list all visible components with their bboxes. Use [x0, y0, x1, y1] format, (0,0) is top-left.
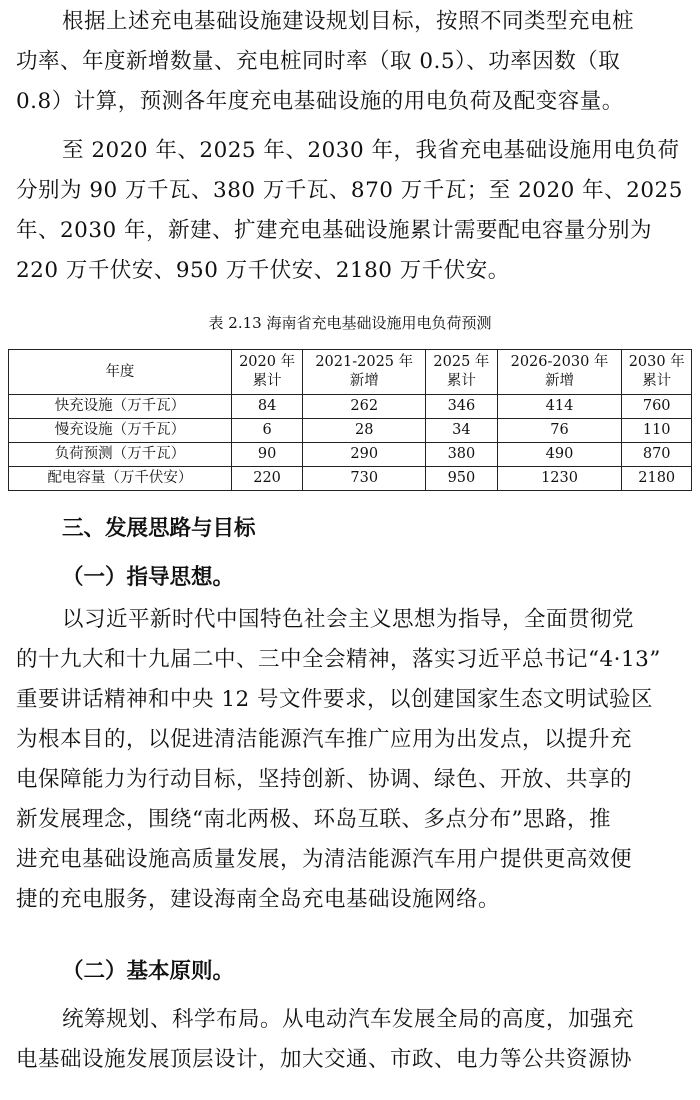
- text-line: 年、2030 年，新建、扩建充电基础设施累计需要配电容量分别为: [16, 218, 653, 243]
- text-line: 220 万千伏安、950 万千伏安、2180 万千伏安。: [16, 258, 510, 283]
- table-header-row: [9, 350, 692, 395]
- paragraph-load-forecast-results: [16, 131, 688, 291]
- header-cell-year: 年度: [9, 350, 232, 395]
- header-cell-2026-2030: 2026-2030 年 新增: [497, 350, 622, 395]
- text-line: 以习近平新时代中国特色社会主义思想为指导，全面贯彻党: [62, 607, 635, 632]
- text-line: 捷的充电服务，建设海南全岛充电基础设施网络。: [16, 887, 501, 912]
- text-line: 进充电基础设施高质量发展，为清洁能源汽车用户提供更高效便: [16, 847, 633, 872]
- table-cell: 380: [426, 443, 497, 467]
- table-cell: 76: [497, 419, 622, 443]
- table-cell: 290: [303, 443, 426, 467]
- header-cell-2021-2025: 2021-2025 年 新增: [303, 350, 426, 395]
- text-line: 分别为 90 万千瓦、380 万千瓦、870 万千瓦；至 2020 年、2025: [16, 178, 683, 203]
- table-cell: 28: [303, 419, 426, 443]
- header-cell-2025: 2025 年 累计: [426, 350, 497, 395]
- table-cell: 2180: [622, 467, 692, 491]
- load-forecast-table: [8, 349, 692, 491]
- row-label: 负荷预测（万千瓦）: [9, 443, 232, 467]
- table-cell: 346: [426, 395, 497, 419]
- table-cell: 6: [231, 419, 302, 443]
- table-row: [9, 443, 692, 467]
- row-label: 慢充设施（万千瓦）: [9, 419, 232, 443]
- table-row: [9, 395, 692, 419]
- section-heading: 三、发展思路与目标: [62, 516, 256, 541]
- text-line: 为根本目的，以促进清洁能源汽车推广应用为出发点，以提升充: [16, 727, 633, 752]
- table-cell: 760: [622, 395, 692, 419]
- text-line: 的十九大和十九届二中、三中全会精神，落实习近平总书记“4·13”: [16, 647, 661, 672]
- header-cell-2030: 2030 年 累计: [622, 350, 692, 395]
- row-label: 配电容量（万千伏安）: [9, 467, 232, 491]
- subsection-heading-guiding-ideology: （一）指导思想。: [62, 565, 235, 590]
- text-line: 0.8）计算，预测各年度充电基础设施的用电负荷及配变容量。: [16, 89, 624, 114]
- table-cell: 950: [426, 467, 497, 491]
- text-line: 电保障能力为行动目标，坚持创新、协调、绿色、开放、共享的: [16, 767, 633, 792]
- paragraph-basic-principles: [16, 1000, 688, 1080]
- paragraph-guiding-ideology: [16, 600, 688, 920]
- header-cell-2020: 2020 年 累计: [231, 350, 302, 395]
- table-cell: 1230: [497, 467, 622, 491]
- table-cell: 90: [231, 443, 302, 467]
- table-cell: 870: [622, 443, 692, 467]
- table-cell: 730: [303, 467, 426, 491]
- table-cell: 34: [426, 419, 497, 443]
- text-line: 至 2020 年、2025 年、2030 年，我省充电基础设施用电负荷: [62, 138, 680, 163]
- text-line: 电基础设施发展顶层设计，加大交通、市政、电力等公共资源协: [16, 1047, 633, 1072]
- table-cell: 414: [497, 395, 622, 419]
- table-cell: 110: [622, 419, 692, 443]
- table-cell: 490: [497, 443, 622, 467]
- text-line: 根据上述充电基础设施建设规划目标，按照不同类型充电桩: [62, 9, 635, 34]
- table-row: [9, 467, 692, 491]
- text-line: 功率、年度新增数量、充电桩同时率（取 0.5）、功率因数（取: [16, 49, 621, 74]
- text-line: 统筹规划、科学布局。从电动汽车发展全局的高度，加强充: [62, 1007, 635, 1032]
- text-line: 新发展理念，围绕“南北两极、环岛互联、多点分布”思路，推: [16, 807, 611, 832]
- table-cell: 220: [231, 467, 302, 491]
- table-caption: 表 2.13 海南省充电基础设施用电负荷预测: [208, 314, 492, 332]
- row-label: 快充设施（万千瓦）: [9, 395, 232, 419]
- paragraph-load-forecast-method: [16, 2, 688, 122]
- table-cell: 84: [231, 395, 302, 419]
- table-row: [9, 419, 692, 443]
- table-cell: 262: [303, 395, 426, 419]
- text-line: 重要讲话精神和中央 12 号文件要求，以创建国家生态文明试验区: [16, 687, 654, 712]
- subsection-heading-basic-principles: （二）基本原则。: [62, 959, 235, 984]
